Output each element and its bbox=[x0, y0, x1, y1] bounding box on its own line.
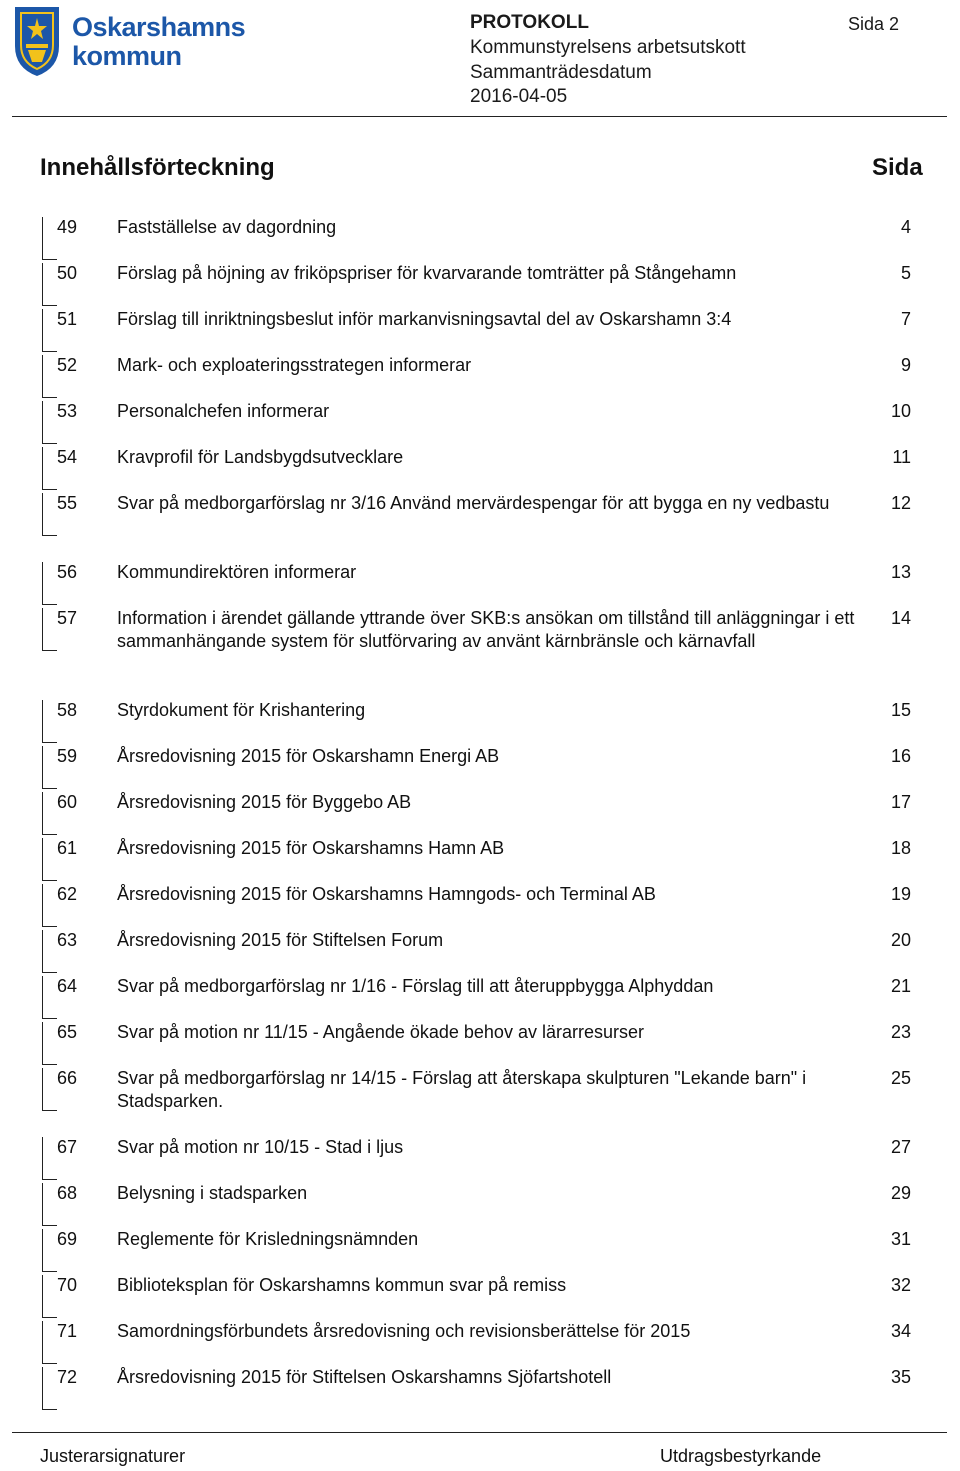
toc-item-number: 61 bbox=[57, 838, 78, 858]
toc-page-heading: Sida bbox=[872, 154, 923, 181]
section-mark-icon bbox=[42, 447, 57, 490]
toc-item-number: 60 bbox=[57, 792, 78, 812]
crest-icon bbox=[12, 4, 62, 78]
toc-item-page: 5 bbox=[900, 263, 911, 283]
toc-item-title: Fastställelse av dagordning bbox=[117, 217, 337, 237]
section-mark-icon bbox=[42, 608, 57, 651]
toc-item-number: 67 bbox=[57, 1137, 78, 1157]
page-header bbox=[0, 0, 960, 118]
toc-item-title: Årsredovisning 2015 för Byggebo AB bbox=[117, 792, 412, 812]
toc-item-number: 62 bbox=[57, 884, 78, 904]
toc-item-number: 53 bbox=[57, 401, 78, 421]
toc-item-title: Svar på motion nr 11/15 - Angående ökade behov av lärarresurser bbox=[117, 1022, 644, 1042]
toc-item-title: Information i ärendet gällande yttrande över SKB:s ansökan om tillstånd till anläggningar i ett sammanhängande system för slutförvaring av använt kärnbränsle och kärnavfall bbox=[117, 608, 855, 651]
section-mark-icon bbox=[42, 355, 57, 398]
toc-item-title: Årsredovisning 2015 för Stiftelsen Forum bbox=[117, 930, 444, 950]
section-mark-icon bbox=[42, 309, 57, 352]
toc-item-title: Årsredovisning 2015 för Oskarshamns Hamngods- och Terminal AB bbox=[117, 884, 656, 904]
toc-item-number: 66 bbox=[57, 1068, 78, 1088]
section-mark-icon bbox=[42, 746, 57, 789]
section-mark-icon bbox=[42, 1321, 57, 1364]
toc-item-title: Kommundirektören informerar bbox=[117, 562, 357, 582]
toc-item-title: Svar på medborgarförslag nr 14/15 - Förslag att återskapa skulpturen "Lekande barn" i Stadsparken. bbox=[117, 1068, 807, 1111]
section-mark-icon bbox=[42, 1137, 57, 1180]
toc-item-title: Kravprofil för Landsbygdsutvecklare bbox=[117, 447, 404, 467]
toc-item-page: 13 bbox=[890, 562, 911, 582]
toc-item-number: 56 bbox=[57, 562, 78, 582]
toc-item-page: 10 bbox=[890, 401, 911, 421]
section-mark-icon bbox=[42, 1022, 57, 1065]
section-mark-icon bbox=[42, 884, 57, 927]
toc-item-number: 72 bbox=[57, 1367, 78, 1387]
toc-item-title: Samordningsförbundets årsredovisning och revisionsberättelse för 2015 bbox=[117, 1321, 691, 1341]
toc-item-page: 35 bbox=[890, 1367, 911, 1387]
toc-item-title: Svar på medborgarförslag nr 1/16 - Förslag till att återuppbygga Alphyddan bbox=[117, 976, 714, 996]
toc-item-page: 18 bbox=[890, 838, 911, 858]
section-mark-icon bbox=[42, 1275, 57, 1318]
toc-item-title: Belysning i stadsparken bbox=[117, 1183, 308, 1203]
toc-item-page: 27 bbox=[890, 1137, 911, 1157]
section-mark-icon bbox=[42, 976, 57, 1019]
toc-item-number: 54 bbox=[57, 447, 78, 467]
toc-item-title: Reglemente för Krisledningsnämnden bbox=[117, 1229, 419, 1249]
toc-item-title: Styrdokument för Krishantering bbox=[117, 700, 366, 720]
toc-item-number: 71 bbox=[57, 1321, 78, 1341]
toc-item-page: 31 bbox=[890, 1229, 911, 1249]
toc-item-page: 14 bbox=[890, 608, 911, 628]
section-mark-icon bbox=[42, 217, 57, 260]
toc-item-number: 64 bbox=[57, 976, 78, 996]
municipality-logo bbox=[12, 4, 272, 80]
document-type: PROTOKOLL bbox=[470, 12, 589, 33]
toc-item-title: Årsredovisning 2015 för Stiftelsen Oskarshamns Sjöfartshotell bbox=[117, 1367, 612, 1387]
toc-title: Innehållsförteckning bbox=[40, 154, 275, 181]
toc-item-title: Personalchefen informerar bbox=[117, 401, 330, 421]
toc-item-title: Förslag på höjning av friköpspriser för kvarvarande tomträtter på Stångehamn bbox=[117, 263, 737, 283]
toc-item-page: 29 bbox=[890, 1183, 911, 1203]
section-mark-icon bbox=[42, 1367, 57, 1410]
toc-item-title: Svar på medborgarförslag nr 3/16 Använd mervärdespengar för att bygga en ny vedbastu bbox=[117, 493, 830, 513]
toc-item-page: 21 bbox=[890, 976, 911, 996]
toc-item-page: 19 bbox=[890, 884, 911, 904]
toc-item-page: 32 bbox=[890, 1275, 911, 1295]
toc-item-page: 11 bbox=[892, 447, 911, 467]
meeting-date-label: Sammanträdesdatum bbox=[470, 62, 652, 83]
section-mark-icon bbox=[42, 1183, 57, 1226]
toc-item-number: 49 bbox=[57, 217, 78, 237]
toc-item-number: 68 bbox=[57, 1183, 78, 1203]
section-mark-icon bbox=[42, 401, 57, 444]
footer-divider bbox=[12, 1432, 947, 1433]
toc-item-number: 70 bbox=[57, 1275, 78, 1295]
toc-item-number: 65 bbox=[57, 1022, 78, 1042]
footer-certification: Utdragsbestyrkande bbox=[660, 1446, 822, 1466]
logo-line-2: kommun bbox=[72, 41, 182, 71]
section-mark-icon bbox=[42, 263, 57, 306]
toc-item-page: 20 bbox=[890, 930, 911, 950]
toc-item-number: 63 bbox=[57, 930, 78, 950]
logo-line-1: Oskarshamns bbox=[72, 12, 246, 42]
toc-item-page: 34 bbox=[890, 1321, 911, 1341]
toc-item-number: 69 bbox=[57, 1229, 78, 1249]
toc-item-page: 12 bbox=[890, 493, 911, 513]
section-mark-icon bbox=[42, 838, 57, 881]
meeting-date: 2016-04-05 bbox=[470, 86, 568, 107]
toc-item-title: Biblioteksplan för Oskarshamns kommun svar på remiss bbox=[117, 1275, 567, 1295]
section-mark-icon bbox=[42, 700, 57, 743]
toc-item-page: 9 bbox=[900, 355, 911, 375]
section-mark-icon bbox=[42, 792, 57, 835]
section-mark-icon bbox=[42, 493, 57, 536]
header-divider bbox=[12, 116, 947, 117]
toc-item-page: 23 bbox=[890, 1022, 911, 1042]
toc-item-page: 25 bbox=[890, 1068, 911, 1088]
toc-item-page: 7 bbox=[900, 309, 911, 329]
toc-item-title: Svar på motion nr 10/15 - Stad i ljus bbox=[117, 1137, 404, 1157]
toc-item-title: Årsredovisning 2015 för Oskarshamn Energi AB bbox=[117, 746, 500, 766]
toc-item-page: 15 bbox=[890, 700, 911, 720]
toc-item-title: Årsredovisning 2015 för Oskarshamns Hamn AB bbox=[117, 838, 505, 858]
toc-item-number: 55 bbox=[57, 493, 78, 513]
section-mark-icon bbox=[42, 1229, 57, 1272]
toc-item-number: 58 bbox=[57, 700, 78, 720]
toc-item-page: 4 bbox=[900, 217, 911, 237]
toc-item-title: Mark- och exploateringsstrategen informerar bbox=[117, 355, 472, 375]
section-mark-icon bbox=[42, 930, 57, 973]
toc-item-number: 59 bbox=[57, 746, 78, 766]
toc-item-number: 51 bbox=[57, 309, 78, 329]
committee-name: Kommunstyrelsens arbetsutskott bbox=[470, 37, 746, 58]
toc-item-number: 50 bbox=[57, 263, 78, 283]
toc-item-number: 57 bbox=[57, 608, 78, 628]
toc-item-page: 17 bbox=[890, 792, 911, 812]
toc-item-number: 52 bbox=[57, 355, 78, 375]
footer-signatures: Justerarsignaturer bbox=[40, 1446, 186, 1466]
page-number: Sida 2 bbox=[848, 14, 900, 34]
toc-item-page: 16 bbox=[890, 746, 911, 766]
section-mark-icon bbox=[42, 1068, 57, 1111]
section-mark-icon bbox=[42, 562, 57, 605]
toc-item-title: Förslag till inriktningsbeslut inför markanvisningsavtal del av Oskarshamn 3:4 bbox=[117, 309, 732, 329]
